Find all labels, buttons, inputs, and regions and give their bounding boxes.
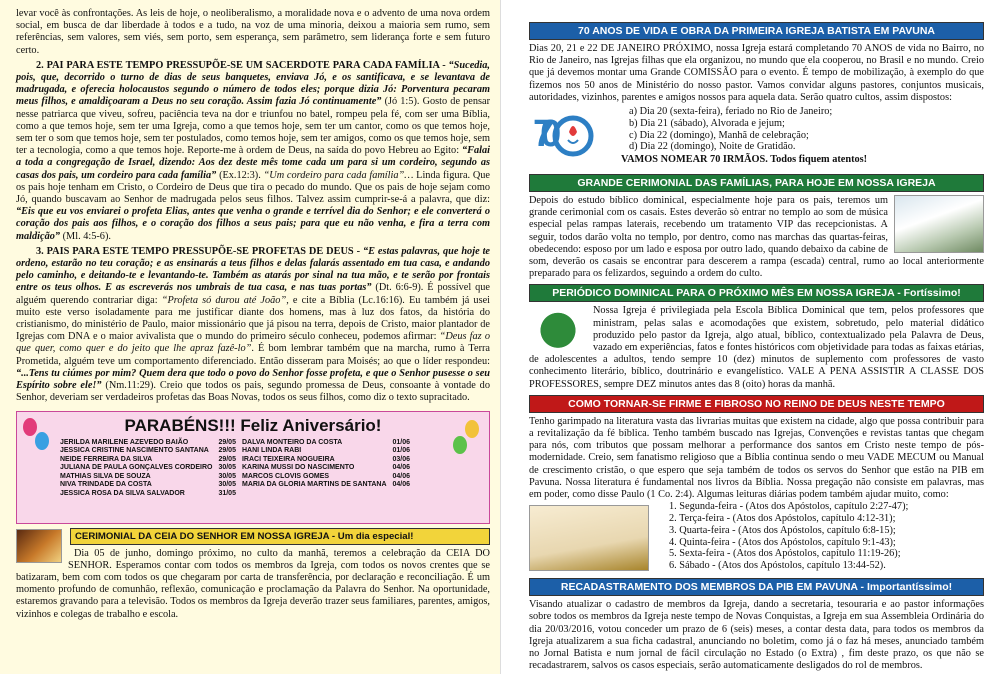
section-3-heading: 3. PAIS PARA ESTE TEMPO PRESSUPÕE-SE PROFETAS DE DEUS - [36, 245, 360, 257]
section-2-quote: “Sucedia, pois, que, decorrido o turno de dias de seus banquetes, enviava Jó, e os santificava, e se levantava de madrugada, e oferecia holocaustos segundo o número de todos eles; porque dizia Jó: Porventura pecaram meus filhos, e amaldiçoaram a Deus no seu coração. Assim fazia Jó continuamente” [16, 59, 490, 108]
section-2-heading: 2. PAI PARA ESTE TEMPO PRESSUPÕE-SE UM SACERDOTE PARA CADA FAMÍLIA - [36, 59, 446, 71]
firm-faith-body: Tenho garimpado na literatura vasta das livrarias muitas que existem na cidade, algo que possa contribuir para a revitalização da fé bíblica. Tenho também buscado nas Igrejas, Convenções e revistas tantas que chegam para nós, com tributos que possam melhorar a performance dos santos em Cristo neste tempo de pós-modernidade. Creio, sem fanatismo religioso que a Bíblia continua sendo o meu VADE MECUM ou Manual de crescimento cristão, o que espero que seja também de todos os servos do Senhor que estão na PIB em Pavuna. Nossa literatura é fundamental nos livros da Bíblia. Nossa pregação não consiste em palavras, mas em poder, como disse Paulo (1 Co. 2:4). Algumas leituras diárias podem também ajudar muito, como: [529, 415, 984, 501]
birthday-date-right: 04/06 [392, 481, 411, 489]
reading-list-item: 1. Segunda-feira - (Atos dos Apóstolos, capítulo 2:27-47); [669, 501, 909, 513]
birthday-date-left: 29/05 [218, 438, 236, 446]
birthday-table [57, 439, 413, 499]
birthday-date-left: 31/05 [218, 490, 236, 498]
birthday-row [57, 464, 413, 473]
anniversary-list-block [529, 104, 984, 170]
section-2-quote-3: “Um cordeiro para cada família”… [263, 169, 414, 181]
section-2-paragraph [16, 60, 490, 243]
birthday-date-left: 29/05 [218, 447, 236, 455]
birthday-row [57, 456, 413, 465]
service-list-item: a) Dia 20 (sexta-feira), feriado no Rio de Janeiro; [629, 106, 833, 118]
section-3-paragraph [16, 246, 490, 405]
birthday-empty-cell [239, 490, 390, 499]
ceia-photo [16, 529, 62, 563]
section-3-body-3: . É bom lembrar também que na marcha, rumo à Terra Prometida, alguém teve um comportamento diferenciado. Então disseram para Moisés; ao que o líder respondeu: [16, 343, 491, 367]
section-3-body-4: Creio que todos os pais, segundo promessa de Deus, consoante à vontade do Senhor, deveriam ser verdadeiros profetas das Boas Novas, todos os seus filhos, como diz o texto supracitado. [16, 380, 490, 404]
seventy-number: 70 [533, 113, 548, 156]
reading-list-item: 2. Terça-feira - (Atos dos Apóstolos, capítulo 4:12-31); [669, 513, 896, 525]
periodical-header: PERIÓDICO DOMINICAL PARA O PRÓXIMO MÊS EM NOSSA IGREJA - Fortíssimo! [529, 284, 984, 302]
reading-list-item: 4. Quinta-feira - (Atos dos Apóstolos, capítulo 9:1-43); [669, 536, 896, 548]
section-2-body-2: Linda figura. Que os pais hoje tenham em Cristo, o Cordeiro de Deus que tira o pecado do mundo. Que os pais de hoje sejam como Jó, quando buscavam ao Senhor de madrugada pelos seus filhos. Talvez assim cumprir-se-á a palavra, que diz: [16, 169, 490, 206]
birthday-row [57, 447, 413, 456]
anniversary-body: Dias 20, 21 e 22 DE JANEIRO PRÓXIMO, nossa Igreja estará completando 70 ANOS de vida no Bairro, no Rio de Janeiro, nas Igrejas filhas que ela organizou, no mundo que ela cooperou, no Brasil e no mundo. Creio que já devemos montar uma Grande COMISSÃO para o evento. É tempo de mobilização, à exemplo do que fizemos nos 50 anos de Ministério do nosso pastor. Vamos convidar alguns pastores, conjuntos musicais, autoridades, vizinhos, parentes e amigos nossos para aquela data. Serão quatro cultos, assim dispostos: [529, 43, 984, 103]
ceia-header: CERIMONIAL DA CEIA DO SENHOR EM NOSSA IGREJA - Um dia especial! [70, 528, 490, 545]
reading-list-item: 5. Sexta-feira - (Atos dos Apóstolos, capítulo 11:19-26); [669, 548, 901, 560]
balloon-icon [23, 418, 37, 436]
firm-faith-header: COMO TORNAR-SE FIRME E FIBROSO NO REINO DE DEUS NESTE TEMPO [529, 395, 984, 413]
birthday-name-right: MARCOS CLOVIS GOMES [241, 472, 330, 480]
birthday-empty-cell [390, 490, 414, 499]
readings-list [669, 501, 908, 572]
service-list-item: b) Dia 21 (sábado), Alvorada e jejum; [629, 117, 785, 129]
reading-list-item: 6. Sábado - (Atos dos Apóstolos, capítulo 13:44-52). [669, 560, 886, 572]
open-book-icon [529, 305, 587, 351]
birthday-name-left: JESSICA CRISTINE NASCIMENTO SANTANA [60, 447, 209, 455]
service-list [629, 106, 832, 153]
service-list-item: d) Dia 22 (domingo), Noite de Gratidão. [629, 141, 796, 153]
section-3-quote-3: “Deus faz o que quer, como quer e do jeito que lhe apraz fazê-lo” [16, 331, 490, 355]
section-2-ref: (Jó 1:5). [384, 96, 420, 108]
registration-body: Visando atualizar o cadastro de membros da Igreja, dando a secretaria, tesouraria e ao pastor informações sobre todos os membros da Igreja neste tempo de Novas Conquistas, a Igreja em sua Assembleia Ordinária do dia 20/03/2016, votou conceder um prazo de 6 (seis) meses, a contar desta data, para todos os membros da Igreja atualizarem a sua ficha cadastral, anunciando no boletim, como já o faz há meses, anunciado também no Jornal Batista e num jornal de fácil circulação no Estado (o Extra) , fim deste prazo, os que não se recadastrarem, salvos os casos especiais, serão automaticamente desligados do rol de membros. [529, 599, 984, 672]
ceia-body: Dia 05 de junho, domingo próximo, no culto da manhã, teremos a celebração da CEIA DO SENHOR. Esperamos contar com todos os membros da Igreja, com todos os novos crentes que se batizaram, bem com com todos os que chegaram por carta de transferência, por declaração e reconciliação. É um momento profundo de comunhão, reflexão, comunicação e proclamação da Palavra do Senhor. Na oportunidade, estaremos gravando para a televisão. Todos os membros da Igreja deverão trazer seus familiares, parentes, amigos, vizinhos e colegas de trabalho e escola. [16, 547, 490, 620]
section-3-body-2: , e cite a Bíblia (Lc.16:16). Eu também já usei muito este verso isoladamente para me justificar diante dos homens, mas à luz dos fatos, da história do cristianismo, do ministério de Paulo, maior missionário que já pisou na terra, depois de Cristo, maior plantador de Igrejas com DNA e o maior avivalista que o mundo do primeiro século conheceu, podemos afirmar: [16, 294, 491, 343]
bible-image [529, 505, 649, 571]
section-3-quote: “E estas palavras, que hoje te ordeno, estarão no teu coração; e as ensinarás a teus filhos e delas falarás assentado em tua casa, e andando pelo caminho, e deitando-te e levantando-te. Também as atarás por sinal na tua mão, e te serão por frontais entre os teus olhos. E as escreverás nos umbrais de tua casa, e nas tuas portas” [16, 245, 491, 294]
birthday-name-right: MARIA DA GLORIA MARTINS DE SANTANA [241, 481, 387, 489]
birthday-name-left: JULIANA DE PAULA GONÇALVES CORDEIRO [60, 464, 213, 472]
families-body: Depois do estudo bíblico dominical, especialmente hoje para os pais, teremos um grande cerimonial com os casais. Estes deverão sò entrar no templo ao som de música especial pelas rampas laterais, recebendo um tratamento VIP das recepcionistas. A seguir, todos darão volta no templo, por dentro, como nas marchas das quartas-feiras, obedecendo: esposo por um lado e esposa por outro lado, quando debaixo da cabine de som, deverão os casais se encontrar para descerem a rampa (escada) central, rumo ao local anteriormente preparado para os felizardos, seguindo a ordem do culto. [529, 195, 984, 280]
birthday-name-left: MATHIAS SILVA DE SOUZA [60, 472, 151, 480]
section-2-quote-4: “Eis que eu vos enviarei o profeta Elias, antes que venha o grande e terrível dia do Senhor; e ele converterá o coração dos pais aos filhos, e o coração dos filhos a seus pais; para que eu não venha, e fira a terra com maldição” [16, 206, 490, 242]
section-3-ref-4: (Nm.11:29). [105, 380, 156, 392]
birthday-row [57, 473, 413, 482]
section-3-ref: (Dt. 6:6-9). [375, 282, 424, 294]
birthday-box [16, 411, 490, 524]
registration-header: RECADASTRAMENTO DOS MEMBROS DA PIB EM PAVUNA - Importantíssimo! [529, 578, 984, 596]
balloon-icon [35, 432, 49, 450]
section-3-quote-4: “...Tens tu ciúmes por mim? Quem dera que todo o povo do Senhor fosse profeta, e que o Senhor pusesse o seu Espírito sobre ele!” [16, 367, 490, 392]
birthday-date-left: 30/05 [218, 472, 236, 480]
section-2-quote-2: “Falai a toda a congregação de Israel, dizendo: Aos dez deste mês tome cada um para si um cordeiro, segundo as casas dos pais, um cordeiro para cada família” [16, 145, 491, 181]
birthday-row [57, 481, 413, 490]
right-page [500, 0, 1000, 674]
birthday-name-right: HANI LINDA RABI [241, 447, 302, 455]
birthday-date-left: 30/05 [218, 464, 236, 472]
intro-paragraph: levar você às confrontações. As leis de hoje, o neoliberalismo, a moralidade nova e o advento de uma nova ordem social, em busca de dar liberdade à todos e a tudo, na voz de uma minoria, deixou a maioria sem rumo, sem referências, sem valores, sem viés, sem porto, sem esperança, sem parâmetro, sem liderança forte e sem futuro certo. [16, 8, 490, 56]
reading-list-item: 3. Quarta-feira - (Atos dos Apóstolos, capítulo 6:8-15); [669, 524, 896, 536]
service-list-item: c) Dia 22 (domingo), Manhã de celebração; [629, 129, 809, 141]
section-2-ref-4: (Ml. 4:5-6). [62, 230, 111, 242]
section-2-body: Gosto de pensar nesse patriarca que viveu, sofreu, paciência teva na dor e triunfou no batel, rompeu pela fé, com ser uma Bíblia, como a que temos hoje, sem ter uma Igreja, como a que temos hoje, sem ter um cantor, como os que temos hoje, sem ter o som que temos hoje, sem ter postulados, como temos hoje, sem ter amigos, como os que temos hoje, sem ter a tecnologia, como a que temos hoje. Reporte-me à ordem de Deus, na saída do povo Hebreu ao Egito: [16, 96, 491, 157]
birthday-row [57, 439, 413, 448]
birthday-date-left: 29/05 [218, 455, 236, 463]
birthday-date-right: 01/06 [392, 438, 411, 446]
anniversary-closing: VAMOS NOMEAR 70 IRMÃOS. Todos fiquem atentos! [621, 154, 868, 166]
birthday-date-right: 01/06 [392, 447, 411, 455]
birthday-name-right: IRACI TEIXEIRA NOGUEIRA [241, 455, 335, 463]
birthday-date-right: 03/06 [392, 455, 411, 463]
wedding-photo [894, 195, 984, 253]
balloon-icon [453, 436, 467, 454]
birthday-name-left: JERILDA MARILENE AZEVEDO BAIÃO [60, 438, 189, 446]
section-3-quote-2: “Profeta só durou até João” [161, 294, 287, 306]
birthday-title: PARABÉNS!!! Feliz Aniversário! [124, 415, 382, 435]
section-3-body: É possível que alguém querendo contrariar diga: [16, 282, 490, 306]
readings-block [529, 501, 984, 574]
birthday-name-left: NEIDE FERREIRA DA SILVA [60, 455, 153, 463]
birthday-name-right: KARINA MUSSI DO NASCIMENTO [241, 464, 355, 472]
birthday-row [57, 490, 413, 499]
balloon-icon [465, 420, 479, 438]
birthday-name-left: JESSICA ROSA DA SILVA SALVADOR [60, 490, 185, 498]
birthday-name-right: DALVA MONTEIRO DA COSTA [241, 438, 343, 446]
birthday-date-right: 04/06 [392, 464, 411, 472]
birthday-date-left: 30/05 [218, 481, 236, 489]
periodical-body: Nossa Igreja é privilegiada pela Escola Bíblica Dominical que tem, pelos professores que ministram, pelas salas e acomodações que existem, sobretudo, pelo material didático produzido pelo pastor da Igreja, algo atual, bíblico, contextualizado pela Palavra de Deus, vazado em experiências, fatos e fontes históricos com objetividade para todas as faixas etárias, de adolescentes a adultos, tendo sempre 10 (dez) minutos de suplemento com professores de vasto conhecimento literário, bíblico, doutrinário e evangelístico. VALE A PENA ASSISTIR A CLASSE DOS PROFESSORES, sempre DEZ minutos antes das 8 (oito) horas da manhã. [529, 305, 984, 390]
anniversary-header: 70 ANOS DE VIDA E OBRA DA PRIMEIRA IGREJA BATISTA EM PAVUNA [529, 22, 984, 40]
seventy-logo [533, 110, 599, 162]
birthday-name-left: NIVA TRINDADE DA COSTA [60, 481, 152, 489]
birthday-date-right: 04/06 [392, 472, 411, 480]
section-2-ref-2: (Ex.12:3). [219, 169, 261, 181]
families-header: GRANDE CERIMONIAL DAS FAMÍLIAS, PARA HOJE EM NOSSA IGREJA [529, 174, 984, 192]
